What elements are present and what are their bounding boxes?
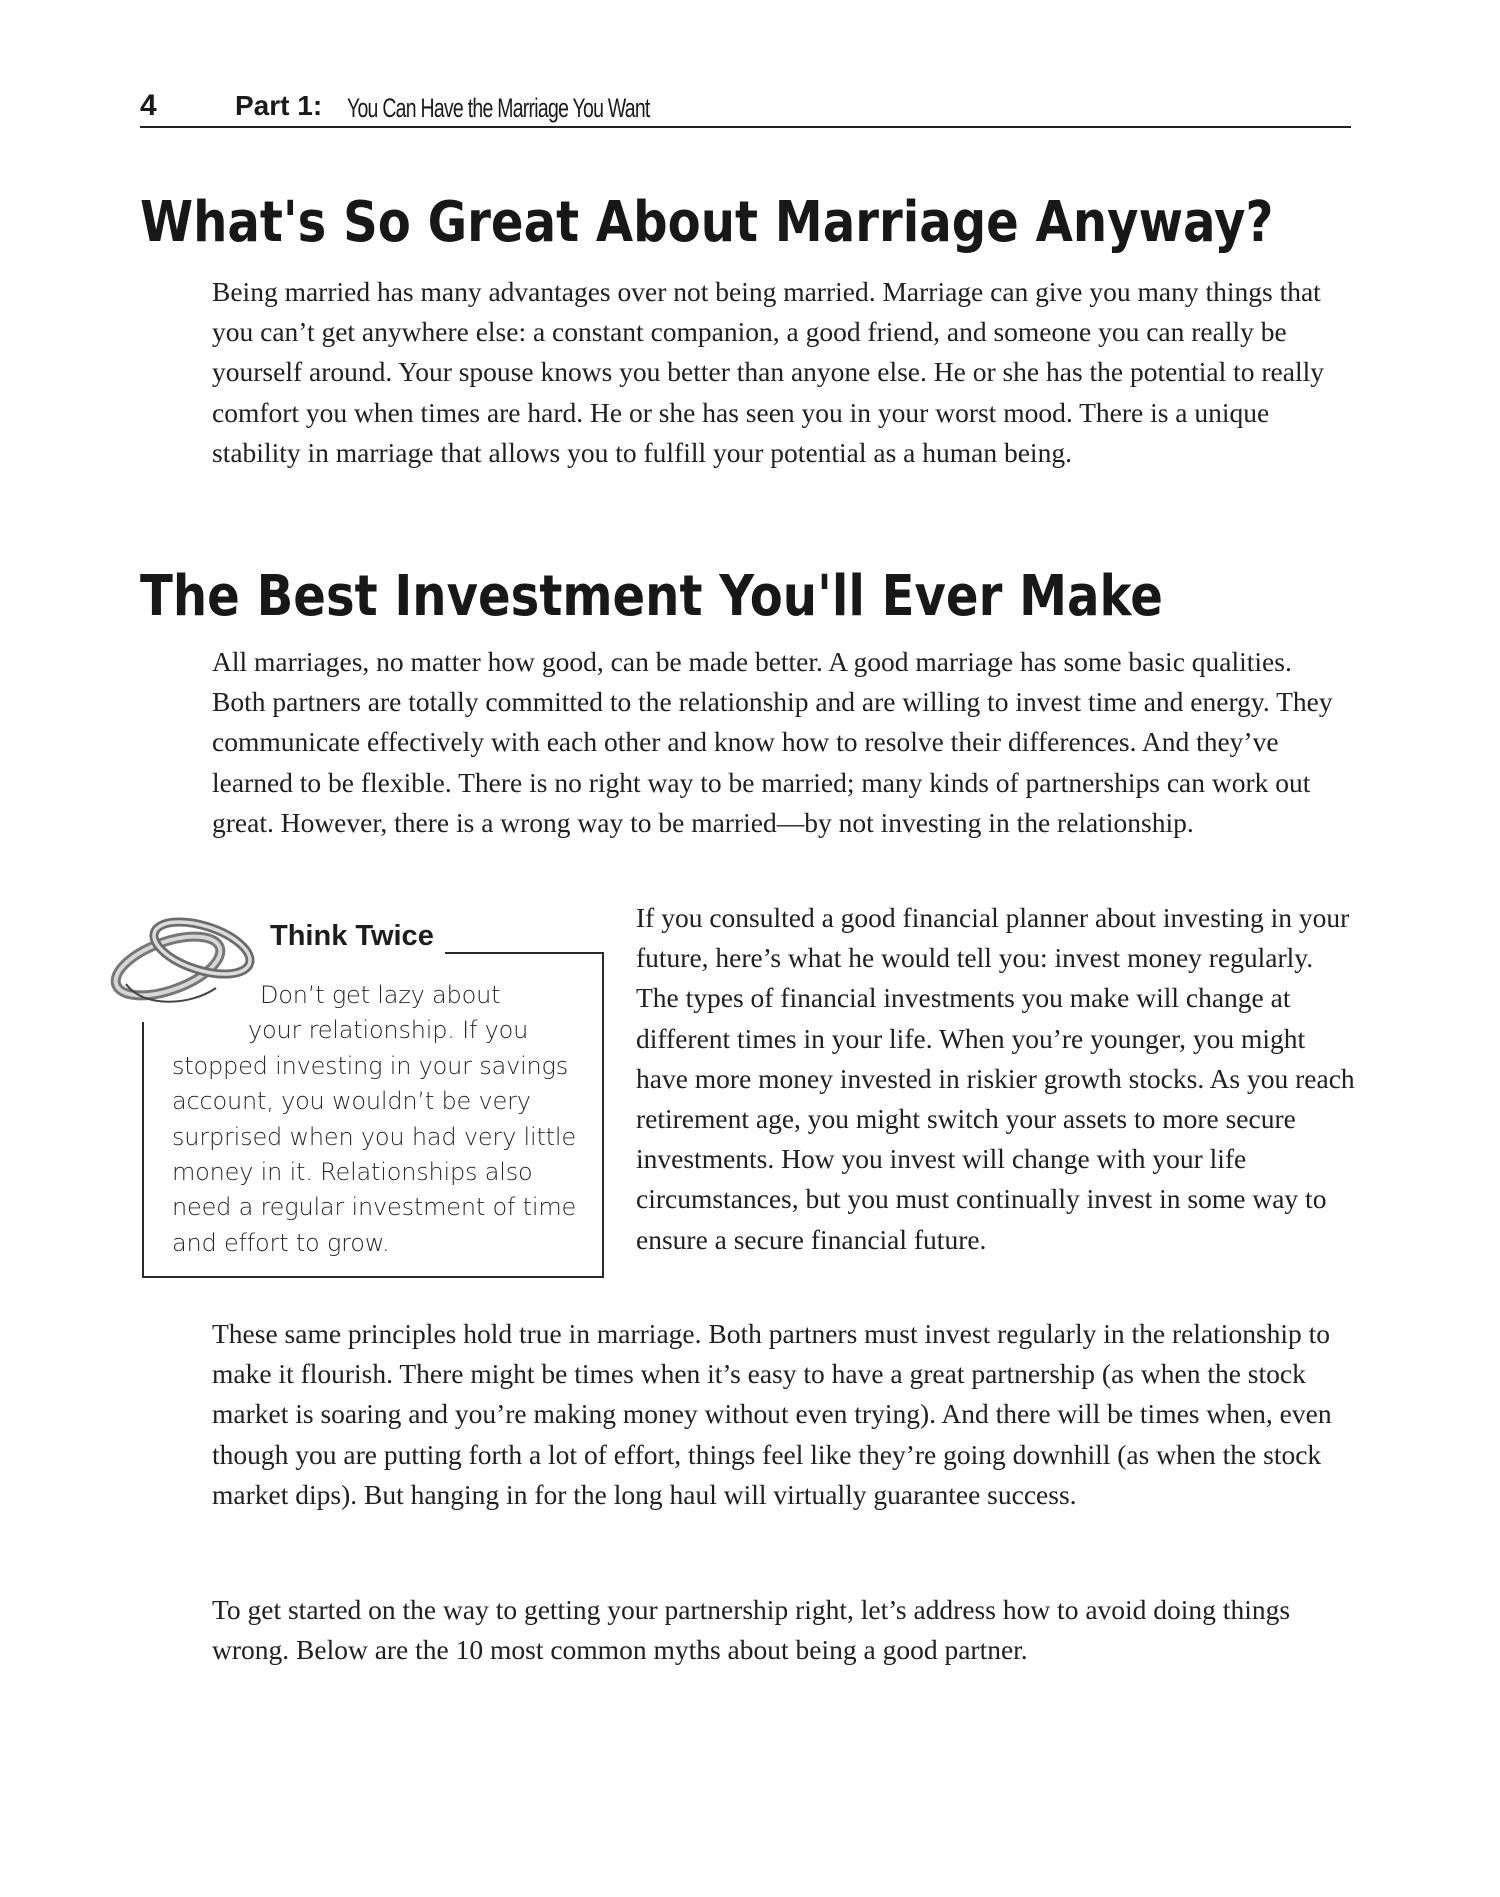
think-twice-sidebar xyxy=(90,896,610,1286)
sidebar-line: surprised when you had very little xyxy=(172,1122,576,1151)
body-paragraph: To get started on the way to getting your partnership right, let’s address how to avoid doing things wrong. Below are the 10 most common myths about being a good partner. xyxy=(212,1594,1291,1666)
section-heading-marriage: What's So Great About Marriage Anyway? xyxy=(140,190,1274,255)
section-heading-investment: The Best Investment You'll Ever Make xyxy=(140,564,1163,629)
body-paragraph: If you consulted a good financial planner about investing in your future, here’s what he would tell you: invest money regularly. The types of financial investments you make will change at different times in your life. When you’re younger, you might have more money invested in riskier growth stocks. As you reach retirement age, you might switch your assets to more secure investments. How you invest will change with your life circumstances, but you must continually invest in some way to ensure a secure financial future. xyxy=(636,902,1355,1255)
running-header xyxy=(140,86,1351,128)
body-paragraph: These same principles hold true in marriage. Both partners must invest regularly in the relationship to make it flourish. There might be times when it’s easy to have a great partnership (as when the stock market is soaring and you’re making money without even trying). And there will be times when, even though you are putting forth a lot of effort, things feel like they’re going downhill (as when the stock market dips). But hanging in for the long haul will virtually guarantee success. xyxy=(212,1318,1332,1510)
sidebar-title: Think Twice xyxy=(270,920,434,952)
part-title: You Can Have the Marriage You Want xyxy=(347,93,650,123)
sidebar-line: stopped investing in your savings xyxy=(172,1051,569,1080)
sidebar-line: your relationship. If you xyxy=(248,1016,529,1045)
sidebar-title-rule xyxy=(445,952,602,954)
sidebar-line: money in it. Relationships also xyxy=(172,1158,533,1187)
page-number: 4 xyxy=(140,89,157,122)
sidebar-body xyxy=(172,978,612,1261)
sidebar-line: and effort to grow. xyxy=(172,1228,390,1257)
sidebar-line: need a regular investment of time xyxy=(172,1193,577,1222)
body-paragraph: All marriages, no matter how good, can be made better. A good marriage has some basic qualities. Both partners are totally committed to the relationship and are willing to invest time and energy. They communicate effectively with each other and know how to resolve their differences. And they’ve learned to be flexible. There is no right way to be married; many kinds of partnerships can work out great. However, there is a wrong way to be married—by not investing in the relationship. xyxy=(212,646,1333,838)
body-paragraph: Being married has many advantages over not being married. Marriage can give you many things that you can’t get anywhere else: a constant companion, a good friend, and someone you can really be yourself around. Your spouse knows you better than anyone else. He or she has the potential to really comfort you when times are hard. He or she has seen you in your worst mood. There is a unique stability in marriage that allows you to fulfill your potential as a human being. xyxy=(212,276,1324,468)
sidebar-line: Don’t get lazy about xyxy=(260,981,501,1009)
sidebar-line: account, you wouldn’t be very xyxy=(172,1087,531,1116)
part-label: Part 1: xyxy=(235,90,323,121)
